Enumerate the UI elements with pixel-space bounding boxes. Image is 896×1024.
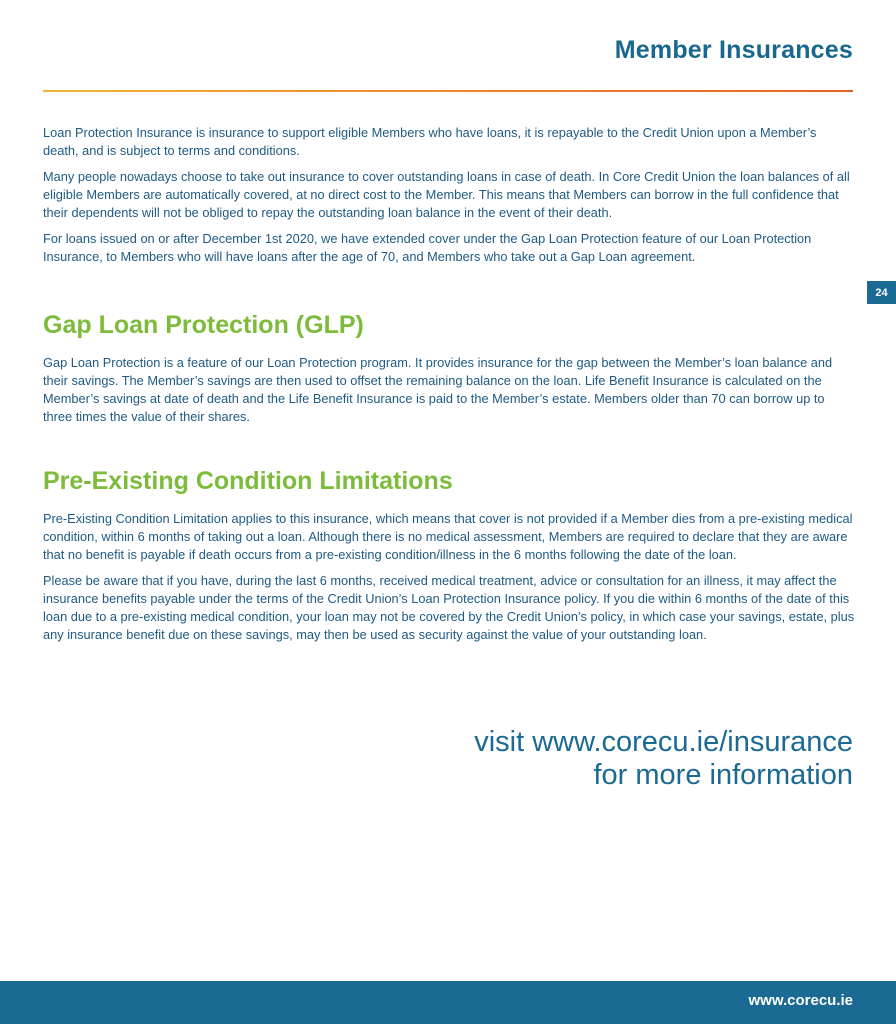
page-number-badge: 24	[867, 281, 896, 304]
intro-paragraph: Many people nowadays choose to take out insurance to cover outstanding loans in case of death. In Core Credit Union the loan balances of all eligible Members are automatically covered, at no direct cost to the Member. This means that Members can borrow in the full confidence that their dependents will not be obliged to repay the outstanding loan balance in the event of their death.	[43, 169, 850, 220]
glp-section	[43, 310, 855, 434]
intro-paragraph: For loans issued on or after December 1st 2020, we have extended cover under the Gap Loan Protection feature of our Loan Protection Insurance, to Members who will have loans after the age of 70, and Members who take out a Gap Loan agreement.	[43, 231, 812, 264]
pre-existing-heading: Pre-Existing Condition Limitations	[43, 467, 453, 495]
pre-existing-paragraph: Pre-Existing Condition Limitation applies to this insurance, which means that cover is not provided if a Member dies from a pre-existing medical condition, within 6 months of taking out a loan. Although there is no medical assessment, Members are required to declare that they are aware that no benefit is payable if death occurs from a pre-existing condition/illness in the 6 months following the date of the loan.	[43, 511, 853, 562]
page-title: Member Insurances	[614, 36, 853, 64]
cta-line-visit: visit www.corecu.ie/insurance	[474, 726, 853, 758]
footer-bar	[0, 981, 896, 1024]
intro-paragraph: Loan Protection Insurance is insurance to support eligible Members who have loans, it is repayable to the Credit Union upon a Member’s death, and is subject to terms and conditions.	[43, 125, 817, 158]
intro-section	[43, 124, 855, 274]
pre-existing-section	[43, 466, 855, 652]
header-divider	[43, 90, 853, 92]
cta-line-info: for more information	[593, 759, 853, 791]
glp-paragraph: Gap Loan Protection is a feature of our Loan Protection program. It provides insurance for the gap between the Member’s loan balance and their savings. The Member’s savings are then used to offset the remaining balance on the loan. Life Benefit Insurance is calculated on the Member’s savings at date of death and the Life Benefit Insurance is paid to the Member’s estate. Members older than 70 can borrow up to three times the value of their shares.	[43, 355, 833, 424]
footer-website-link[interactable]: www.corecu.ie	[748, 992, 853, 1009]
glp-heading: Gap Loan Protection (GLP)	[43, 311, 364, 339]
cta-block	[474, 726, 853, 792]
pre-existing-paragraph: Please be aware that if you have, during the last 6 months, received medical treatment, advice or consultation for an illness, it may affect the insurance benefits payable under the terms of the Credit Union’s Loan Protection Insurance policy. If you die within 6 months of the date of this loan due to a pre-existing medical condition, your loan may not be covered by the Credit Union’s policy, in which case your savings, estate, plus any insurance benefit due on these savings, may then be used as security against the value of your outstanding loan.	[43, 573, 855, 642]
